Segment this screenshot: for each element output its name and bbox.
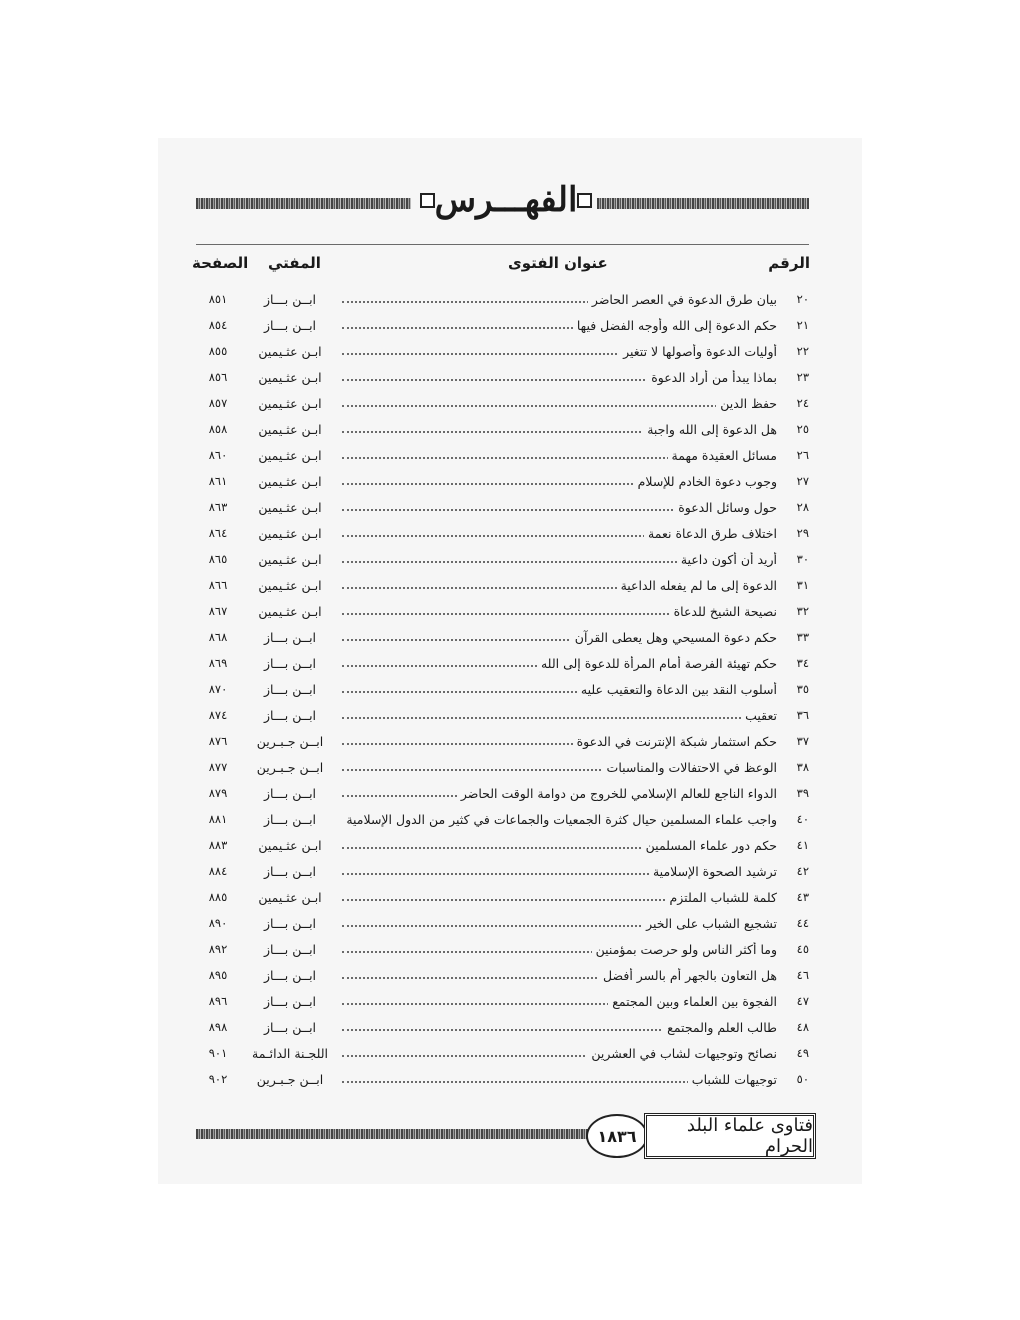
entry-title: حول وسائل الدعوة — [674, 500, 777, 515]
entry-title-cell — [342, 968, 777, 983]
entry-page: ٨٨٣ — [208, 838, 228, 852]
entry-title: أريد أن أكون داعية — [677, 552, 777, 567]
entry-mufti: ابـن عثـيمين — [258, 474, 322, 489]
entry-mufti: ابــن بـــاز — [263, 786, 317, 801]
entry-mufti: ابــن بـــاز — [263, 292, 317, 307]
entry-title-cell — [342, 1072, 777, 1087]
entry-title: توجيهات للشباب — [688, 1072, 777, 1087]
entry-title: الوعظ في الاحتفالات والمناسبات — [603, 760, 777, 775]
entry-title-cell — [342, 318, 777, 333]
entry-title-cell — [342, 838, 777, 853]
entry-number: ٤٢ — [796, 864, 809, 878]
entry-mufti: ابـن عثـيمين — [258, 422, 322, 437]
entry-title: كلمة للشباب الملتزم — [666, 890, 777, 905]
entry-number: ٤٣ — [796, 890, 809, 904]
entry-mufti: ابــن بـــاز — [263, 708, 317, 723]
entry-number: ٤١ — [796, 838, 809, 852]
entry-mufti: ابـن عثـيمين — [258, 838, 322, 853]
entry-page: ٩٠١ — [208, 1046, 228, 1060]
entry-number: ٢٠ — [796, 292, 809, 306]
entry-number: ٣٤ — [796, 656, 809, 670]
entry-title: هل التعاون بالجهر أم بالسر أفضل — [599, 968, 777, 983]
square-ornament-icon — [577, 193, 592, 208]
entry-number: ٤٨ — [796, 1020, 809, 1034]
entry-mufti: ابــن جـبـرين — [256, 1072, 324, 1087]
header-ornament-left — [196, 198, 411, 209]
index-row — [196, 704, 809, 730]
entry-mufti: ابــن بـــاز — [263, 916, 317, 931]
entry-number: ٣٥ — [796, 682, 809, 696]
entry-page: ٨٨٤ — [208, 864, 228, 878]
entry-mufti: ابـن عثـيمين — [258, 578, 322, 593]
entry-page: ٨٧٧ — [208, 760, 228, 774]
entry-title: حكم دعوة المسيحي وهل يعطى القرآن — [571, 630, 777, 645]
entry-mufti: ابــن بـــاز — [263, 968, 317, 983]
footer-ornament — [196, 1129, 588, 1139]
entry-number: ٢٩ — [796, 526, 809, 540]
entry-page: ٨٦٩ — [208, 656, 228, 670]
entry-mufti: ابـن عثـيمين — [258, 344, 322, 359]
entry-mufti: ابــن بـــاز — [263, 942, 317, 957]
entry-title-cell — [342, 422, 777, 437]
index-row — [196, 860, 809, 886]
entry-title-cell — [342, 630, 777, 645]
entry-number: ٢٦ — [796, 448, 809, 462]
entry-page: ٨٩٦ — [208, 994, 228, 1008]
entry-title: وما أكثر الناس ولو حرصت بمؤمنين — [592, 942, 777, 957]
header-rule — [196, 244, 809, 245]
entry-title: ترشيد الصحوة الإسلامية — [649, 864, 777, 879]
entry-title: الدواء الناجع للعالم الإسلامي للخروج من دوامة الوقت الحاضر — [457, 786, 777, 801]
entry-title-cell — [342, 552, 777, 567]
index-row — [196, 964, 809, 990]
entry-title-cell — [342, 864, 777, 879]
entry-page: ٨٥٦ — [208, 370, 228, 384]
entry-title-cell — [342, 890, 777, 905]
column-header-mufti: المفتي — [268, 254, 321, 272]
entry-title-cell — [342, 708, 777, 723]
entry-mufti: ابـن عثـيمين — [258, 526, 322, 541]
entry-title-cell — [342, 1046, 777, 1061]
index-row — [196, 782, 809, 808]
entry-page: ٨٥٨ — [208, 422, 228, 436]
entry-number: ٤٩ — [796, 1046, 809, 1060]
entry-mufti: ابـن عثـيمين — [258, 396, 322, 411]
entry-page: ٨٦٦ — [208, 578, 228, 592]
entry-page: ٨٦٥ — [208, 552, 228, 566]
entry-mufti: ابـن عثـيمين — [258, 448, 322, 463]
index-row — [196, 886, 809, 912]
entry-title: حكم تهيئة الفرصة أمام المرأة للدعوة إلى الله — [537, 656, 777, 671]
entry-title-cell — [342, 396, 777, 411]
entry-page: ٨٦١ — [208, 474, 228, 488]
entry-mufti: ابــن جـبـرين — [256, 734, 324, 749]
entry-title-cell — [342, 994, 777, 1009]
entry-mufti: ابــن بـــاز — [263, 1020, 317, 1035]
entry-title-cell — [342, 656, 777, 671]
entry-title-cell — [342, 916, 777, 931]
entry-title: الفجوة بين العلماء وبين المجتمع — [608, 994, 777, 1009]
entry-number: ٢٥ — [796, 422, 809, 436]
entry-number: ٢٣ — [796, 370, 809, 384]
entry-title: تعقيب — [741, 708, 777, 723]
entry-number: ٣٨ — [796, 760, 809, 774]
index-row — [196, 652, 809, 678]
index-row — [196, 600, 809, 626]
index-row — [196, 1016, 809, 1042]
entry-page: ٨٧٦ — [208, 734, 228, 748]
entry-number: ٤٤ — [796, 916, 809, 930]
entry-number: ٣٦ — [796, 708, 809, 722]
entry-number: ٣٩ — [796, 786, 809, 800]
index-row — [196, 1068, 809, 1094]
index-row — [196, 548, 809, 574]
entry-title: حكم دور علماء المسلمين — [642, 838, 777, 853]
entry-mufti: ابـن عثـيمين — [258, 604, 322, 619]
entry-title-cell — [342, 292, 777, 307]
index-row — [196, 626, 809, 652]
entry-title: وجوب دعوة الخادم للإسلام — [634, 474, 777, 489]
entry-title-cell — [342, 682, 777, 697]
entry-title: بماذا يبدأ من أراد الدعوة — [647, 370, 777, 385]
index-row — [196, 938, 809, 964]
entry-page: ٨٧٠ — [208, 682, 228, 696]
entry-title-cell — [342, 604, 777, 619]
entry-title-cell — [342, 734, 777, 749]
entry-number: ٢٧ — [796, 474, 809, 488]
index-row — [196, 808, 809, 834]
index-row — [196, 730, 809, 756]
entry-title-cell — [342, 812, 777, 827]
index-row — [196, 912, 809, 938]
entry-title-cell — [342, 474, 777, 489]
entry-title-cell — [342, 786, 777, 801]
entry-title: حكم الدعوة إلى الله وأوجه الفضل فيها — [573, 318, 777, 333]
entry-title-cell — [342, 370, 777, 385]
entry-page: ٨٩٠ — [208, 916, 228, 930]
index-row — [196, 678, 809, 704]
entry-page: ٨٥٧ — [208, 396, 228, 410]
entry-number: ٢١ — [796, 318, 809, 332]
entry-page: ٨٨٥ — [208, 890, 228, 904]
entry-page: ٨٩٢ — [208, 942, 228, 956]
entry-number: ٢٨ — [796, 500, 809, 514]
entry-mufti: ابــن بـــاز — [263, 812, 317, 827]
entry-page: ٨٨١ — [208, 812, 228, 826]
entry-title-cell — [342, 448, 777, 463]
index-row — [196, 340, 809, 366]
index-row — [196, 444, 809, 470]
index-row — [196, 834, 809, 860]
entry-number: ٢٢ — [796, 344, 809, 358]
page-number: ١٨٣٦ — [586, 1114, 648, 1158]
entry-mufti: ابـن عثـيمين — [258, 500, 322, 515]
entry-title: واجب علماء المسلمين حيال كثرة الجمعيات والجماعات في كثير من الدول الإسلامية — [342, 812, 777, 827]
index-row — [196, 756, 809, 782]
entry-page: ٨٥١ — [208, 292, 228, 306]
entry-title: حفظ الدين — [716, 396, 777, 411]
column-header-page: الصفحة — [192, 254, 249, 272]
column-header-title: عنوان الفتوى — [508, 254, 608, 272]
entry-number: ٣٧ — [796, 734, 809, 748]
entry-mufti: ابــن بـــاز — [263, 630, 317, 645]
index-row — [196, 392, 809, 418]
entry-page: ٨٧٩ — [208, 786, 228, 800]
entry-mufti: اللجـنة الدائـمة — [252, 1046, 328, 1061]
entry-title: تشجيع الشباب على الخير — [642, 916, 777, 931]
index-row — [196, 522, 809, 548]
header-ornament-right — [597, 198, 809, 209]
book-title: فتاوى علماء البلد الحرام — [644, 1113, 816, 1159]
index-table — [196, 288, 809, 1094]
entry-number: ٤٧ — [796, 994, 809, 1008]
entry-page: ٨٥٤ — [208, 318, 228, 332]
entry-mufti: ابـن عثـيمين — [258, 552, 322, 567]
entry-title-cell — [342, 500, 777, 515]
index-row — [196, 366, 809, 392]
entry-title: نصائح وتوجيهات لشاب في العشرين — [587, 1046, 777, 1061]
entry-title: اختلاف طرق الدعاة نعمة — [644, 526, 777, 541]
entry-page: ٨٥٥ — [208, 344, 228, 358]
entry-page: ٩٠٢ — [208, 1072, 228, 1086]
entry-mufti: ابــن بـــاز — [263, 682, 317, 697]
entry-number: ٤٥ — [796, 942, 809, 956]
column-header-number: الرقم — [768, 254, 810, 272]
entry-number: ٣٣ — [796, 630, 809, 644]
index-row — [196, 314, 809, 340]
entry-page: ٨٩٥ — [208, 968, 228, 982]
index-row — [196, 1042, 809, 1068]
entry-mufti: ابـن عثـيمين — [258, 890, 322, 905]
square-ornament-icon — [420, 193, 435, 208]
entry-number: ٣٢ — [796, 604, 809, 618]
entry-title: مسائل العقيدة مهمة — [668, 448, 777, 463]
entry-mufti: ابــن بـــاز — [263, 656, 317, 671]
entry-number: ٣١ — [796, 578, 809, 592]
entry-title: بيان طرق الدعوة في العصر الحاضر — [588, 292, 777, 307]
entry-number: ٣٠ — [796, 552, 809, 566]
entry-page: ٨٩٨ — [208, 1020, 228, 1034]
entry-page: ٨٦٨ — [208, 630, 228, 644]
entry-mufti: ابــن جـبـرين — [256, 760, 324, 775]
entry-title: نصيحة الشيخ للدعاة — [670, 604, 777, 619]
index-row — [196, 470, 809, 496]
entry-number: ٢٤ — [796, 396, 809, 410]
index-row — [196, 990, 809, 1016]
entry-title-cell — [342, 526, 777, 541]
entry-page: ٨٧٤ — [208, 708, 228, 722]
entry-title: حكم استثمار شبكة الإنترنت في الدعوة — [573, 734, 777, 749]
header — [420, 178, 592, 222]
entry-mufti: ابــن بـــاز — [263, 318, 317, 333]
entry-title: أسلوب النقد بين الدعاة والتعقيب عليه — [577, 682, 777, 697]
entry-title: هل الدعوة إلى الله واجبة — [643, 422, 777, 437]
index-row — [196, 574, 809, 600]
entry-page: ٨٦٤ — [208, 526, 228, 540]
entry-title: طالب العلم والمجتمع — [663, 1020, 777, 1035]
entry-title-cell — [342, 578, 777, 593]
index-row — [196, 496, 809, 522]
entry-number: ٤٦ — [796, 968, 809, 982]
entry-title: أوليات الدعوة وأصولها لا تتغير — [619, 344, 777, 359]
entry-title-cell — [342, 1020, 777, 1035]
entry-mufti: ابــن بـــاز — [263, 864, 317, 879]
entry-title: الدعوة إلى ما لم يفعله الداعية — [617, 578, 777, 593]
entry-mufti: ابـن عثـيمين — [258, 370, 322, 385]
entry-number: ٥٠ — [796, 1072, 809, 1086]
entry-page: ٨٦٣ — [208, 500, 228, 514]
index-row — [196, 418, 809, 444]
entry-title-cell — [342, 760, 777, 775]
entry-page: ٨٦٠ — [208, 448, 228, 462]
entry-title-cell — [342, 942, 777, 957]
page-title: الفهـــرس — [434, 180, 578, 220]
entry-number: ٤٠ — [796, 812, 809, 826]
entry-mufti: ابــن بـــاز — [263, 994, 317, 1009]
entry-page: ٨٦٧ — [208, 604, 228, 618]
index-row — [196, 288, 809, 314]
entry-title-cell — [342, 344, 777, 359]
